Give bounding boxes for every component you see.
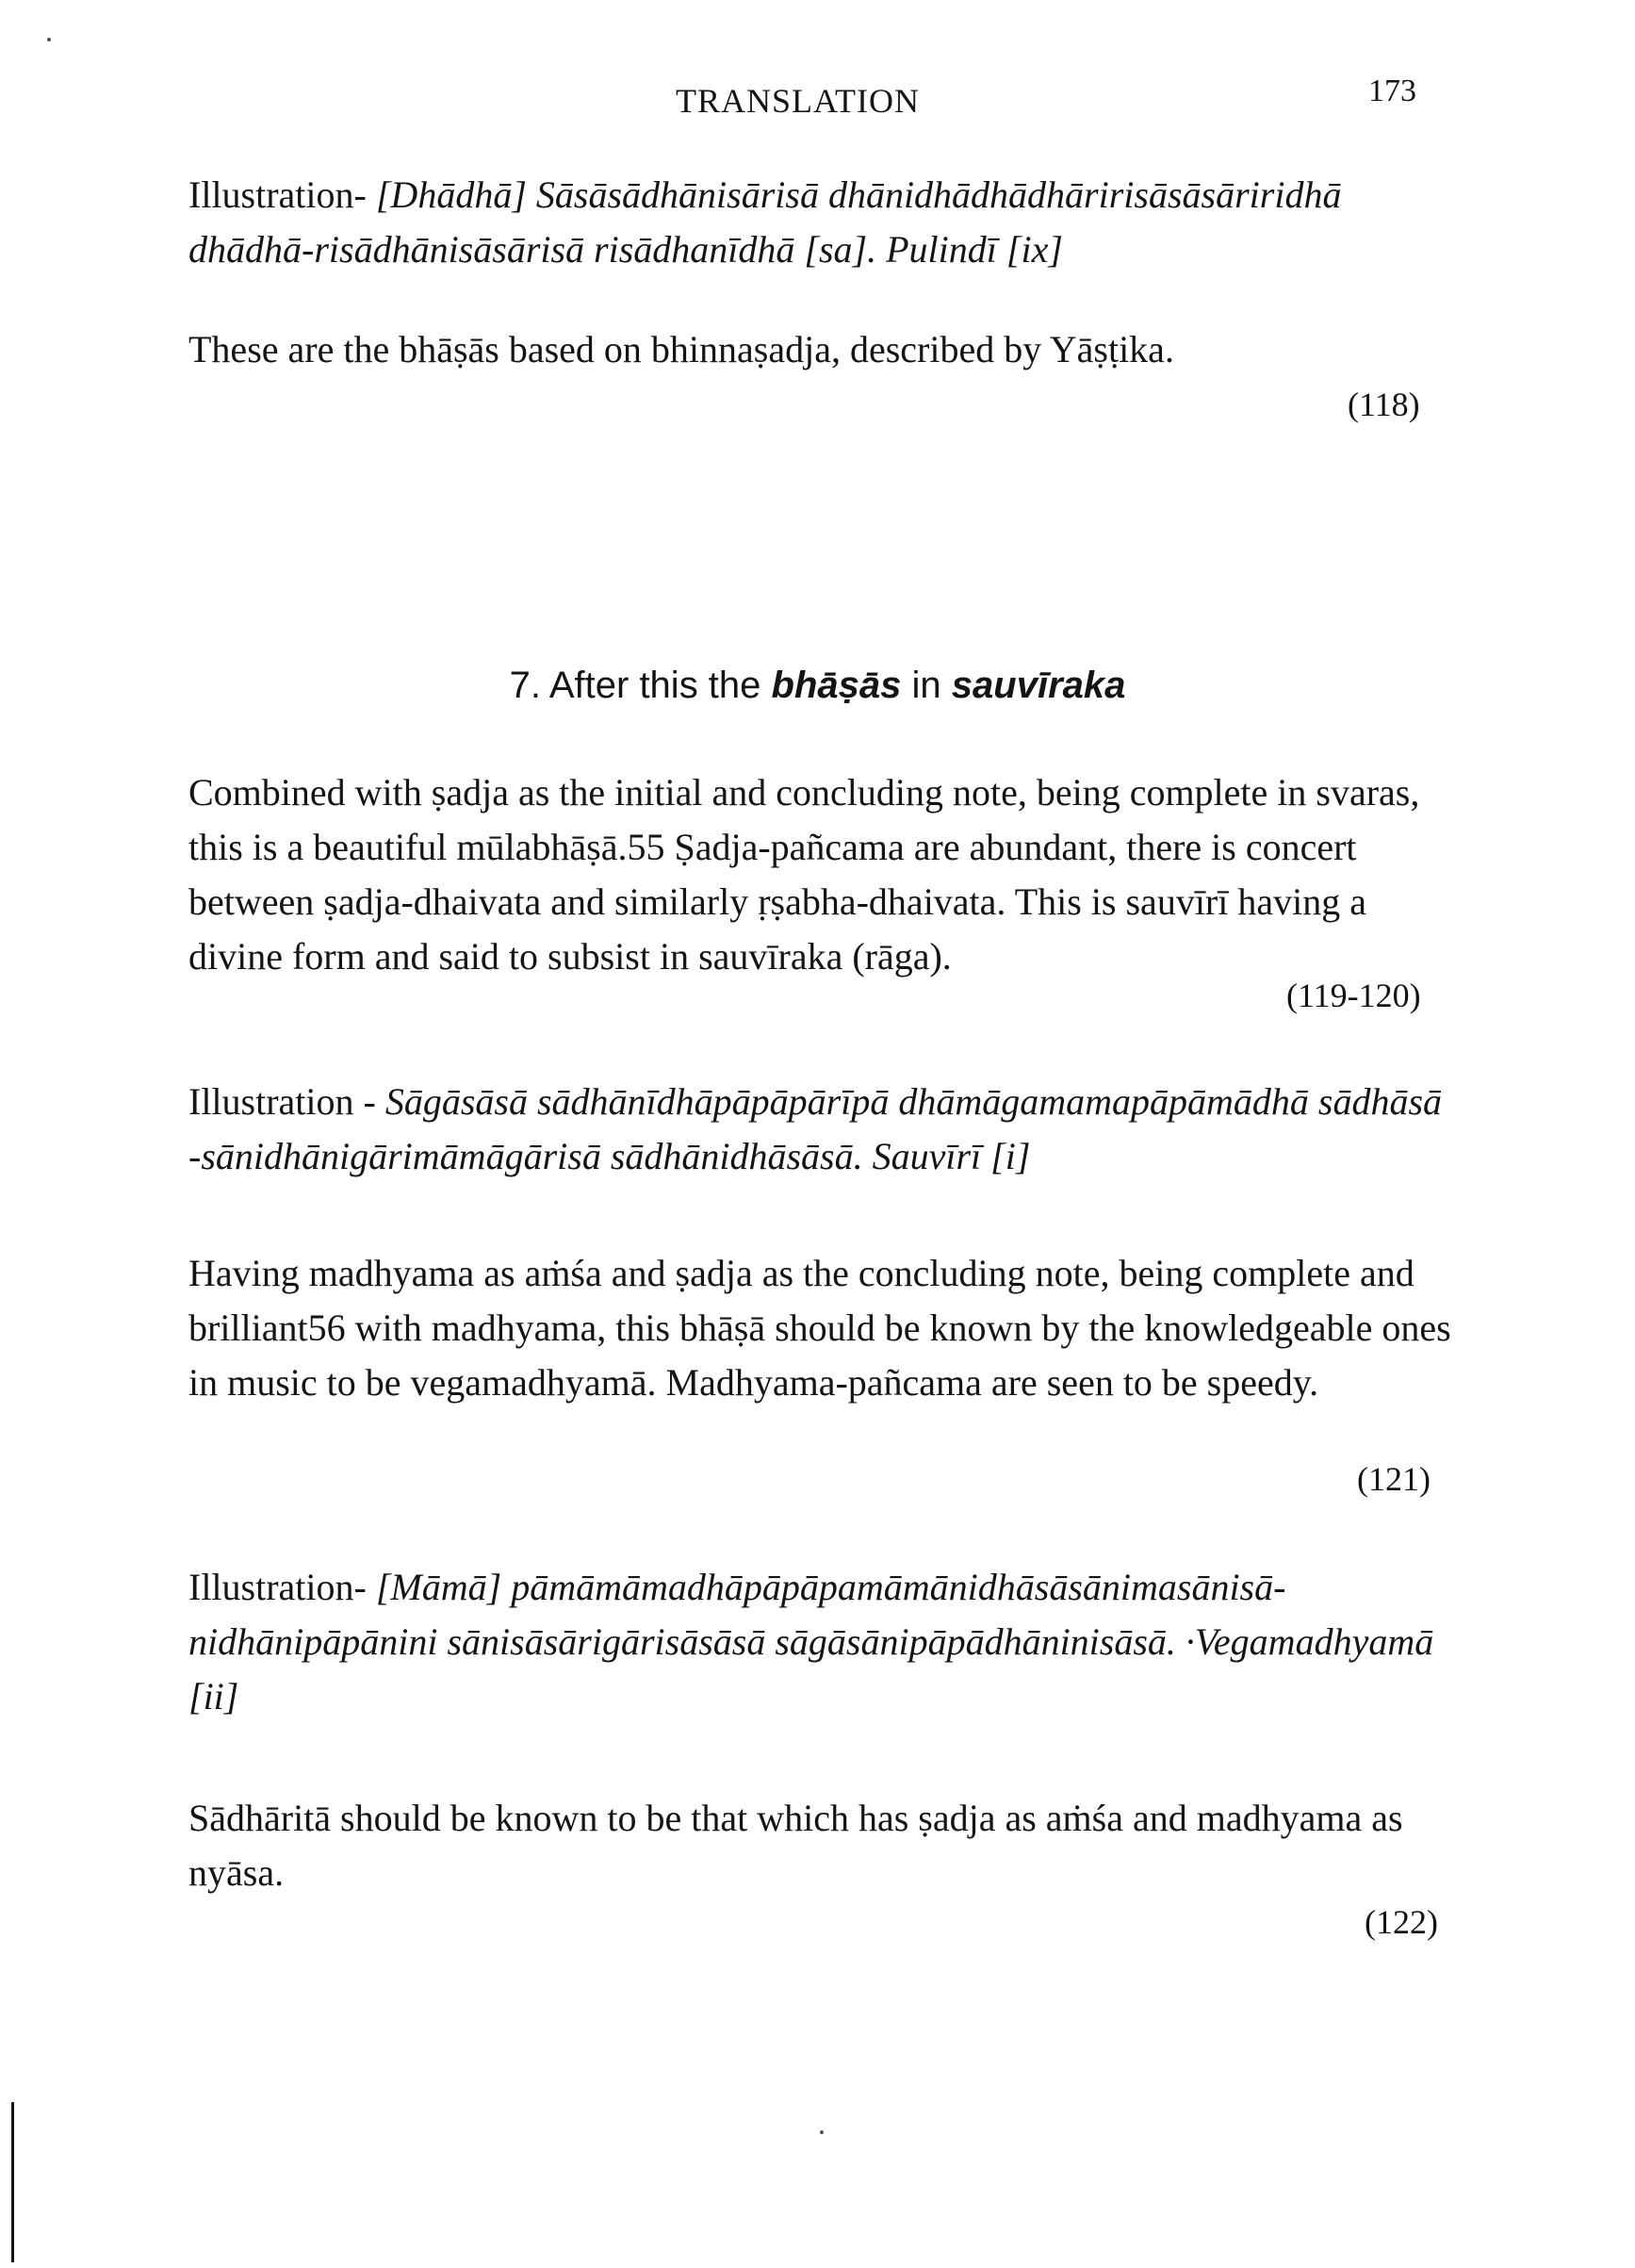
paragraph-118 [188,322,1451,377]
verse-number-122: (122) [1365,1903,1438,1941]
paragraph-text: Sādhāritā should be known to be that which has ṣadja as aṁśa and madhyama as nyāsa. [188,1797,1403,1894]
scan-speck [820,2130,824,2134]
illustration-label: Illustration - [188,1080,376,1123]
scan-speck [47,38,51,41]
paragraph-122 [188,1791,1451,1900]
verse-number-118: (118) [1348,386,1420,423]
illustration-notation: Sāgāsāsā sādhānīdhāpāpāpārīpā dhāmāgamamapāpāmādhā sādhāsā -sānidhānigārimāmāgārisā sādhānidhāsāsā. Sauvīrī [i] [188,1080,1443,1177]
paragraph-119-120 [188,765,1456,984]
running-head [0,74,1635,130]
section-heading [0,665,1635,707]
heading-italic-term: bhāṣās [771,665,902,706]
verse-number-121: (121) [1357,1460,1431,1498]
scan-margin-line [11,2102,14,2262]
page-number: 173 [1368,74,1416,108]
illustration-2 [188,1075,1451,1184]
running-title: TRANSLATION [676,82,920,120]
illustration-1 [188,168,1451,277]
heading-middle-text: in [911,665,941,706]
illustration-3 [188,1560,1451,1724]
illustration-label: Illustration- [188,173,367,216]
paragraph-121 [188,1246,1451,1410]
illustration-label: Illustration- [188,1566,367,1608]
paragraph-text: Combined with ṣadja as the initial and concluding note, being complete in svaras, this is a beautiful mūlabhāṣā.55 Ṣadja-pañcama are abundant, there is concert between ṣadja-dhaivata and similarly ṛṣabha-dhaivata. This is sauvīrī having a divine form and said to subsist in sauvīraka (rāga). [188,771,1420,978]
verse-number-119-120: (119-120) [1286,977,1421,1014]
illustration-notation: [Māmā] pāmāmāmadhāpāpāpamāmānidhāsāsānimasānisā-nidhānipāpānini sānisāsārigārisāsāsā sāgāsānipāpādhāninisāsā. ·Vegamadhyamā [ii] [188,1566,1434,1717]
paragraph-text: Having madhyama as aṁśa and ṣadja as the concluding note, being complete and brilliant56 with madhyama, this bhāṣā should be known by the knowledgeable ones in music to be vegamadhyamā. Madhyama-pañcama are seen to be speedy. [188,1252,1451,1404]
paragraph-text: These are the bhāṣās based on bhinnaṣadja, described by Yāṣṭika. [188,328,1174,370]
heading-number-text: 7. After this the [509,665,761,706]
heading-italic-raga: sauvīraka [951,665,1126,706]
illustration-notation: [Dhādhā] Sāsāsādhānisārisā dhānidhādhādhāririsāsāsāriridhā dhādhā-risādhānisāsārisā risādhanīdhā [sa]. Pulindī [ix] [188,173,1342,271]
